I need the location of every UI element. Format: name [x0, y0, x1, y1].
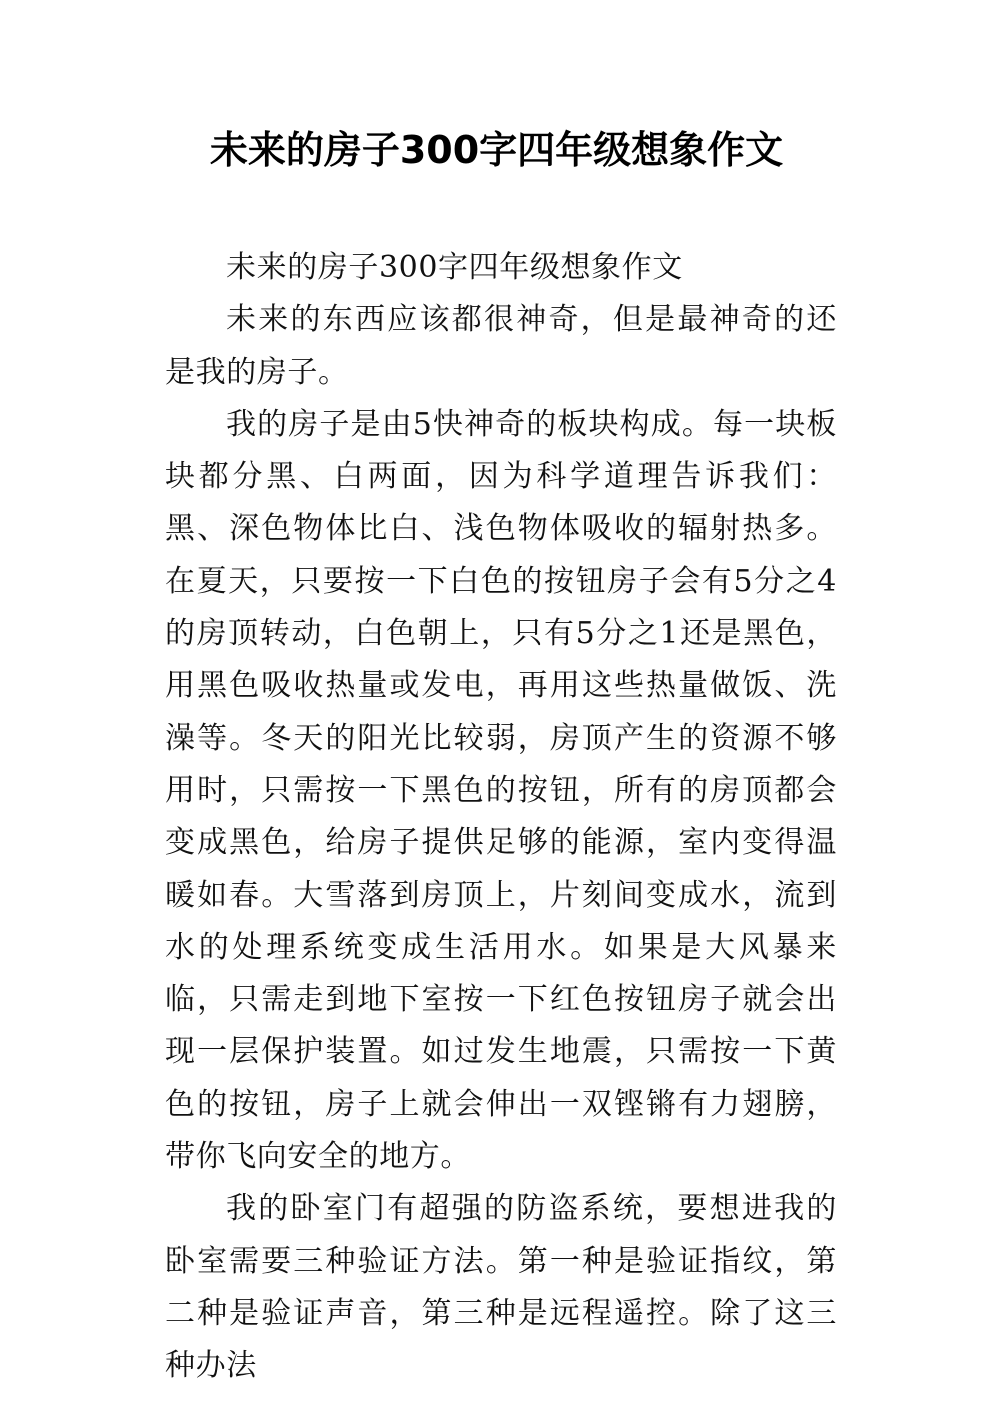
document-body — [165, 242, 837, 1393]
paragraph-bedroom-security: 我的卧室门有超强的防盗系统，要想进我的卧室需要三种验证方法。第一种是验证指纹，第二种是验证声音，第三种是远程遥控。除了这三种办法 — [165, 1191, 837, 1384]
paragraph-roof-panels: 我的房子是由5快神奇的板块构成。每一块板块都分黑、白两面，因为科学道理告诉我们：黑、深色物体比白、浅色物体吸收的辐射热多。在夏天，只要按一下白色的按钮房子会有5分之4的房顶转动，白色朝上，只有5分之1还是黑色，用黑色吸收热量或发电，再用这些热量做饭、洗澡等。冬天的阳光比较弱，房顶产生的资源不够用时，只需按一下黑色的按钮，所有的房顶都会变成黑色，给房子提供足够的能源，室内变得温暖如春。大雪落到房顶上，片刻间变成水，流到水的处理系统变成生活用水。如果是大风暴来临，只需走到地下室按一下红色按钮房子就会出现一层保护装置。如过发生地震，只需按一下黄色的按钮，房子上就会伸出一双铿锵有力翅膀，带你飞向安全的地方。 — [165, 406, 837, 1175]
page-title: 未来的房子300字四年级想象作文 — [209, 128, 784, 172]
paragraph-subtitle: 未来的房子300字四年级想象作文 — [226, 250, 683, 285]
paragraph-intro: 未来的东西应该都很神奇，但是最神奇的还是我的房子。 — [165, 302, 837, 390]
